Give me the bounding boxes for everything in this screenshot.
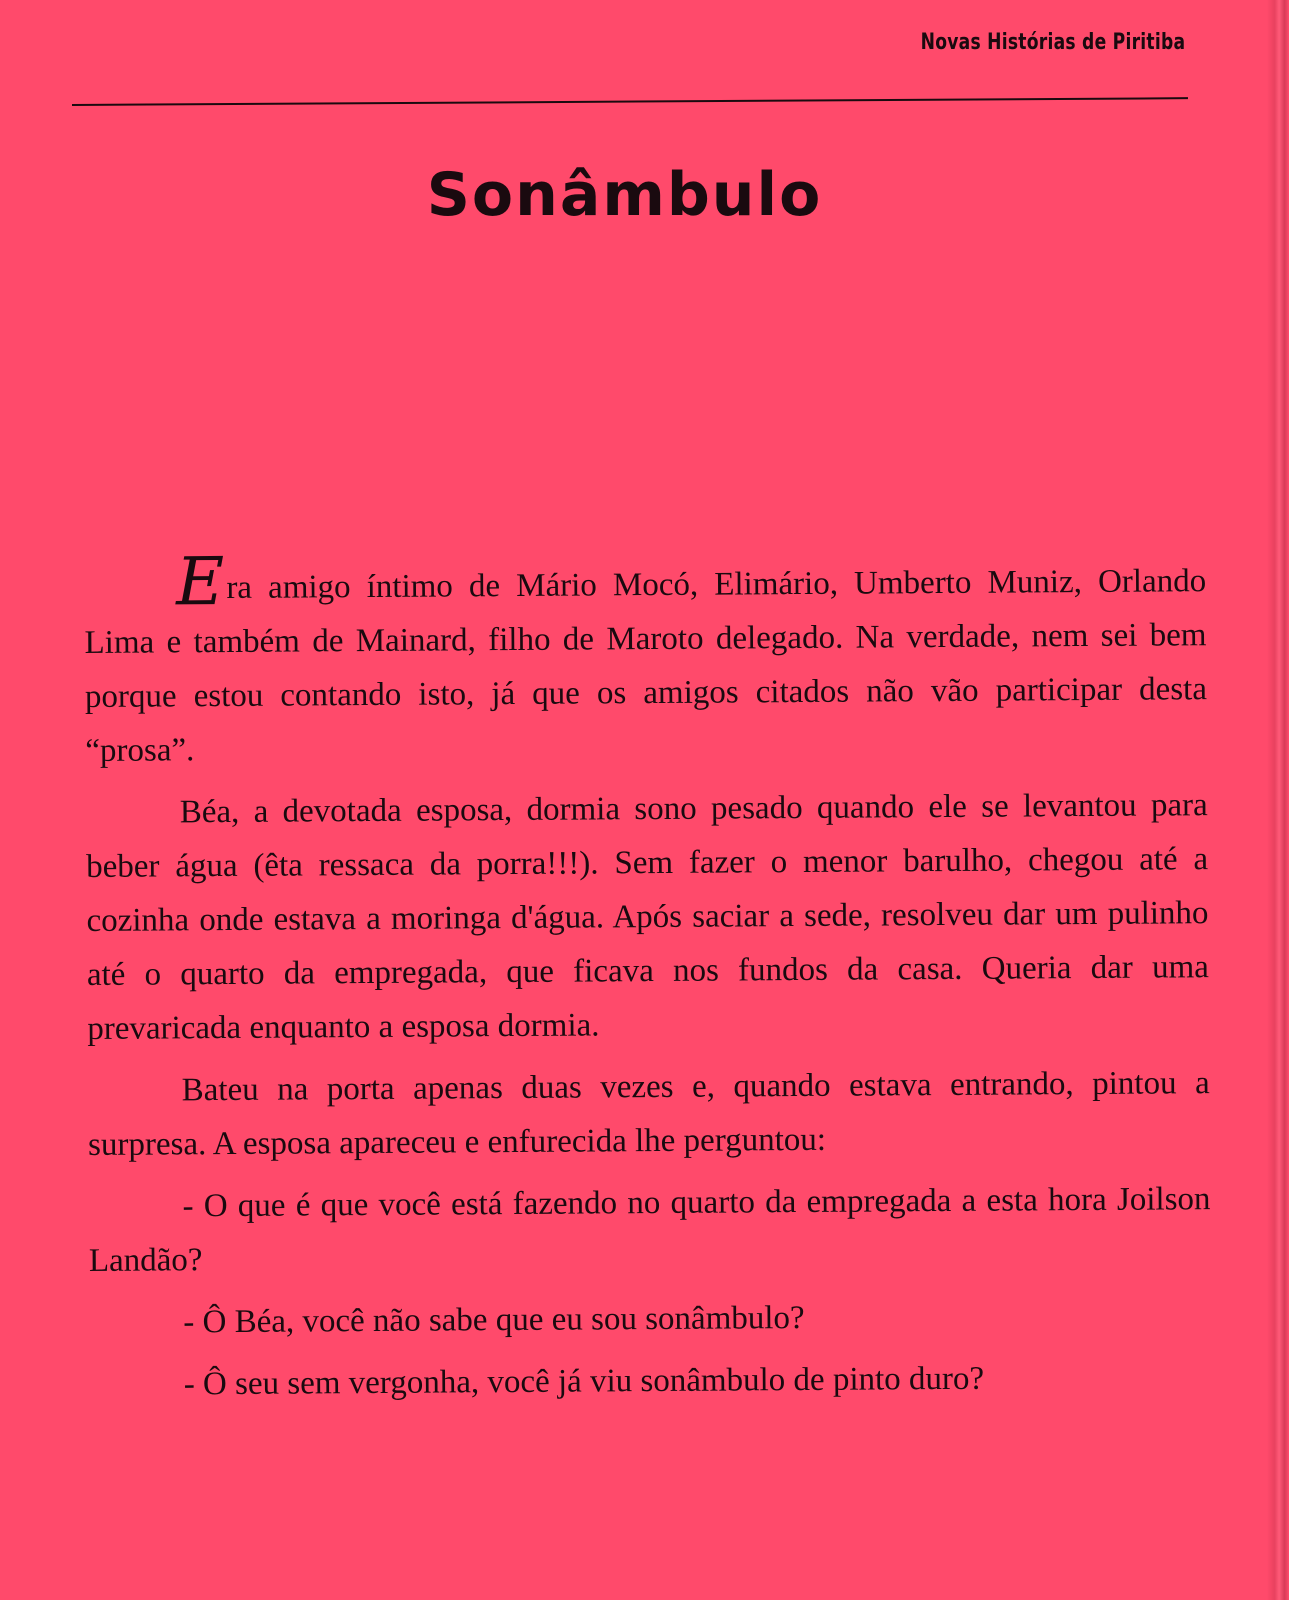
paragraph-1-text: ra amigo íntimo de Mário Mocó, Elimário, Umberto Muniz, Orlando Lima e também de Mainard, filho de Maroto delegado. Na verdade, nem sei bem porque estou contando isto, já que os amigos citados não vão participar desta “prosa”. [84,563,1208,769]
drop-cap: E [175,543,225,621]
story-body [84,543,1212,1420]
dialog-line-3: - Ô seu sem vergonha, você já viu sonâmbulo de pinto duro? [183,1360,985,1403]
paragraph-3: Bateu na porta apenas duas vezes e, quando estava entrando, pintou a surpresa. A esposa apareceu e enfurecida lhe perguntou: [87,1065,1210,1163]
header-rule [72,97,1188,106]
paragraph-1 [84,543,1208,778]
paragraph-2: Béa, a devotada esposa, dormia sono pesado quando ele se levantou para beber água (êta ressaca da porra!!!). Sem fazer o menor barulho, chegou até a cozinha onde estava a moringa d'água. Após saciar a sede, resolveu dar um pulinho até o quarto da empregada, que ficava nos fundos da casa. Queria dar uma prevaricada enquanto a esposa dormia. [86,787,1209,1047]
chapter-title: Sonâmbulo [426,160,823,230]
running-head-book-title: Novas Histórias de Piritiba [920,30,1185,55]
dialog-line-1: - O que é que você está fazendo no quarto da empregada a esta hora Joilson Landão? [88,1181,1211,1279]
dialog-line-2: - Ô Béa, você não sabe que eu sou sonâmbulo? [183,1299,805,1341]
page-edge [1267,0,1289,1600]
